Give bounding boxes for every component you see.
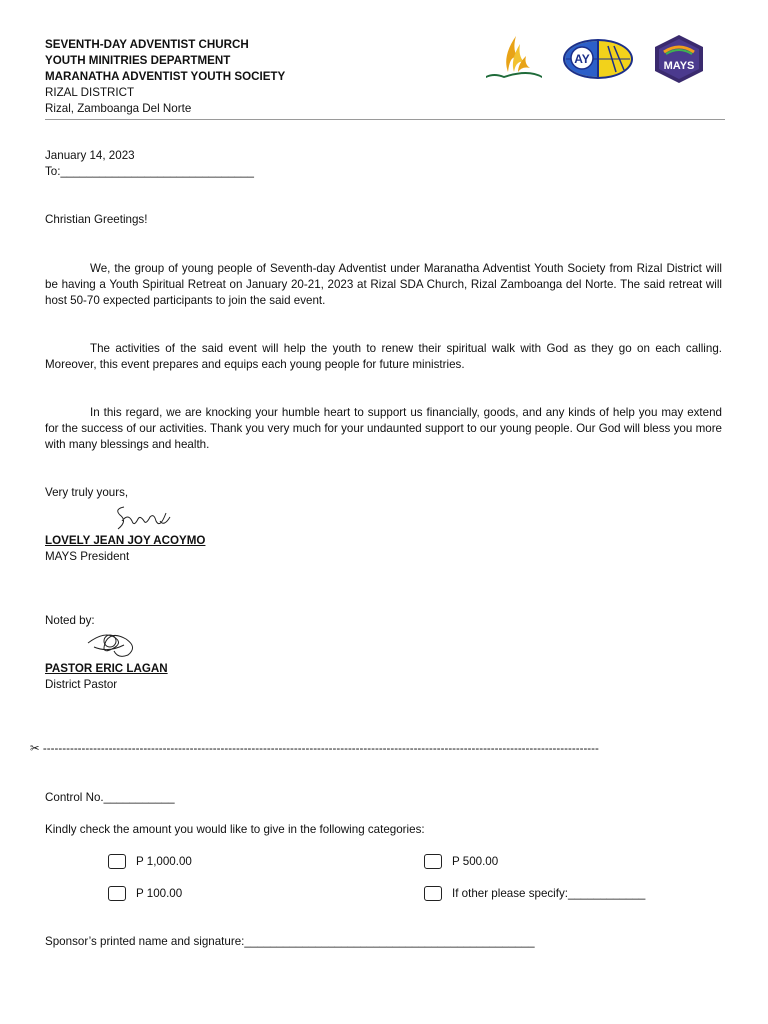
recipient-line: To:______________________________ [45,165,254,178]
letterhead [45,37,285,117]
closing: Very truly yours, [45,486,129,499]
option-100-label: P 100.00 [136,887,183,900]
paragraph-2-text: The activities of the said event will help the youth to renew their spiritual walk with God as they go on each calling. Moreover, this event prepares and equips each young people for future ministries. [45,342,722,371]
checkbox-other[interactable] [424,886,442,901]
greeting: Christian Greetings! [45,213,148,226]
signer2-title: District Pastor [45,678,118,691]
checkbox-1000[interactable] [108,854,126,869]
signer2-name: PASTOR ERIC LAGAN [45,662,168,675]
org-line-district: RIZAL DISTRICT [45,86,135,99]
signer1-name: LOVELY JEAN JOY ACOYMO [45,534,206,547]
sponsor-signature-line: Sponsor’s printed name and signature:_____________________________________________ [45,935,535,948]
checkbox-100[interactable] [108,886,126,901]
control-number: Control No.___________ [45,791,175,804]
checkbox-500[interactable] [424,854,442,869]
mays-logo [655,35,703,83]
org-line-department: YOUTH MINITRIES DEPARTMENT [45,54,231,67]
cut-line: ✂ ------------------------------------------------------------------------------------------------------------------------------------------------ [30,742,599,755]
noted-by-label: Noted by: [45,614,95,627]
logos-svg [484,32,714,86]
option-other-label: If other please specify:____________ [452,887,646,900]
option-100[interactable] [108,886,182,902]
option-other[interactable] [424,886,645,902]
sda-logo [486,36,542,78]
signature-lagan [84,627,142,661]
option-1000-label: P 1,000.00 [136,855,192,868]
option-500[interactable] [424,854,498,870]
paragraph-1-text: We, the group of young people of Seventh-day Adventist under Maranatha Adventist Youth Society from Rizal District will be having a Youth Spiritual Retreat on January 20-21, 2023 at Rizal SDA Church, Rizal Zamboanga del Norte. The said retreat will host 50-70 expected participants to join the said event. [45,262,722,307]
signature-acoymo [110,503,174,535]
donation-instruction: Kindly check the amount you would like to give in the following categories: [45,823,425,836]
paragraph-3-text: In this regard, we are knocking your humble heart to support us financially, goods, and any kinds of help you may extend for the success of our activities. Thank you very much for your undaunted support to our young people. Our God will bless you more with many blessings and health. [45,406,722,451]
org-line-location: Rizal, Zamboanga Del Norte [45,102,192,115]
ay-logo [563,39,633,79]
paragraph-1 [45,261,722,309]
letter-date: January 14, 2023 [45,149,135,162]
signer1-title: MAYS President [45,550,130,563]
org-line-society: MARANATHA ADVENTIST YOUTH SOCIETY [45,70,286,83]
option-500-label: P 500.00 [452,855,499,868]
ay-logo-text: AY [574,52,590,66]
org-line-church: SEVENTH-DAY ADVENTIST CHURCH [45,38,249,51]
logo-group [484,32,714,86]
paragraph-3 [45,405,722,453]
option-1000[interactable] [108,854,192,870]
mays-logo-text: MAYS [663,60,695,72]
paragraph-2 [45,341,722,373]
header-divider [45,119,725,120]
